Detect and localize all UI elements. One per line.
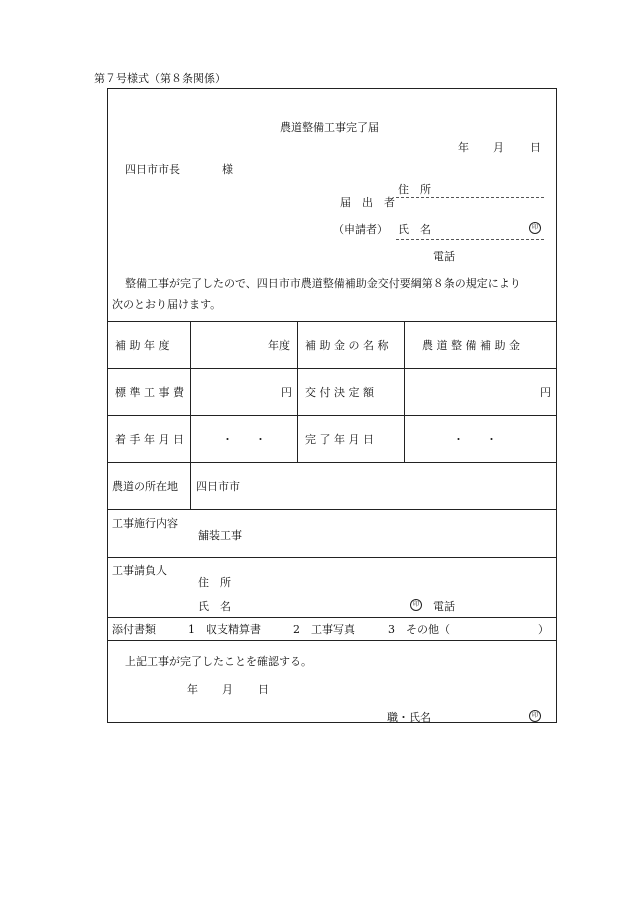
contractor-phone-label: 電話 [433, 600, 455, 613]
notifier-label: 届 出 者 [340, 196, 395, 209]
start-date-value: ・ ・ [222, 433, 266, 446]
row-divider [107, 557, 557, 558]
date-year: 年 [458, 141, 469, 154]
row-divider [107, 640, 557, 641]
addressee-name: 四日市市長 [125, 163, 180, 176]
confirmation-day: 日 [258, 683, 269, 696]
confirmation-seal-icon: 印 [529, 710, 541, 722]
start-date-label: 着 手 年 月 日 [115, 433, 184, 446]
confirmation-title-name-label: 職・氏名 [387, 711, 431, 724]
column-divider [297, 321, 298, 462]
applicant-phone-label: 電話 [433, 250, 455, 263]
subsidy-year-label: 補 助 年 度 [115, 339, 170, 352]
attachment-item-3-close: ） [538, 623, 549, 636]
column-divider [190, 462, 191, 509]
decision-amount-label: 交 付 決 定 額 [305, 386, 374, 399]
attachment-item-3: 3 その他（ [388, 623, 450, 636]
work-content-value: 舗装工事 [198, 529, 242, 542]
body-text-line2: 次のとおり届けます。 [112, 298, 222, 311]
standard-cost-unit: 円 [281, 386, 292, 399]
column-divider [190, 321, 191, 462]
completion-date-value: ・ ・ [453, 433, 497, 446]
attachment-item-2: 2 工事写真 [293, 623, 355, 636]
standard-cost-label: 標 準 工 事 費 [115, 386, 184, 399]
subsidy-name-label: 補 助 金 の 名 称 [305, 339, 389, 352]
subsidy-name-value: 農 道 整 備 補 助 金 [422, 339, 520, 352]
location-value: 四日市市 [196, 480, 240, 493]
form-number: 第７号様式（第８条関係） [94, 72, 226, 85]
contractor-seal-icon: 印 [410, 599, 422, 611]
attachments-label: 添付書類 [112, 623, 156, 636]
address-dotted-line [396, 197, 544, 198]
attachment-item-1: 1 収支精算書 [188, 623, 261, 636]
subsidy-year-unit: 年度 [268, 339, 290, 352]
column-divider [404, 321, 405, 462]
date-month: 月 [493, 141, 504, 154]
contractor-address-label: 住 所 [198, 576, 231, 589]
name-dotted-line [396, 239, 544, 240]
decision-amount-unit: 円 [540, 386, 551, 399]
row-divider [107, 509, 557, 510]
requester-label: （申請者） [333, 223, 388, 236]
applicant-seal-icon: 印 [529, 222, 541, 234]
completion-date-label: 完 了 年 月 日 [305, 433, 374, 446]
location-label: 農道の所在地 [112, 480, 178, 493]
applicant-address-label: 住 所 [398, 183, 431, 196]
addressee-honorific: 様 [222, 163, 233, 176]
form-title: 農道整備工事完了届 [280, 121, 379, 134]
confirmation-year: 年 [187, 683, 198, 696]
contractor-name-label: 氏 名 [198, 600, 231, 613]
confirmation-text: 上記工事が完了したことを確認する。 [125, 655, 312, 668]
body-text-line1: 整備工事が完了したので、四日市市農道整備補助金交付要綱第８条の規定により [125, 277, 521, 290]
work-content-label: 工事施行内容 [112, 517, 178, 530]
date-day: 日 [530, 141, 541, 154]
contractor-label: 工事請負人 [112, 564, 167, 577]
applicant-name-label: 氏 名 [398, 223, 431, 236]
confirmation-month: 月 [222, 683, 233, 696]
